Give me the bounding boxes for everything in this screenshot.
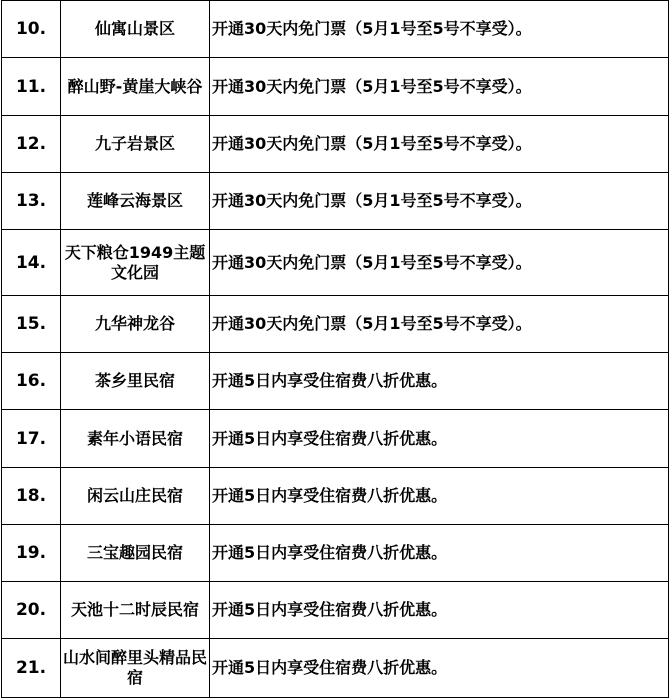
row-number: 20. xyxy=(2,582,61,639)
venue-name: 茶乡里民宿 xyxy=(61,353,210,410)
offer-description: 开通30天内免门票（5月1号至5号不享受）。 xyxy=(210,1,669,58)
venue-name: 仙寓山景区 xyxy=(61,1,210,58)
offer-description: 开通30天内免门票（5月1号至5号不享受）。 xyxy=(210,116,669,173)
row-number: 19. xyxy=(2,525,61,582)
row-number: 15. xyxy=(2,296,61,353)
offer-description: 开通5日内享受住宿费八折优惠。 xyxy=(210,639,669,698)
row-number: 17. xyxy=(2,410,61,468)
row-number: 11. xyxy=(2,58,61,116)
venue-name: 天下粮仓1949主题文化园 xyxy=(61,230,210,296)
venue-name: 闲云山庄民宿 xyxy=(61,468,210,525)
offer-description: 开通30天内免门票（5月1号至5号不享受）。 xyxy=(210,58,669,116)
table-row xyxy=(2,58,669,116)
venue-name: 素年小语民宿 xyxy=(61,410,210,468)
table-row xyxy=(2,230,669,296)
table-row xyxy=(2,296,669,353)
table-row xyxy=(2,410,669,468)
venue-name: 山水间醉里头精品民宿 xyxy=(61,639,210,698)
venue-name: 九子岩景区 xyxy=(61,116,210,173)
table-row xyxy=(2,353,669,410)
row-number: 16. xyxy=(2,353,61,410)
table-row xyxy=(2,173,669,230)
offer-description: 开通5日内享受住宿费八折优惠。 xyxy=(210,525,669,582)
table-row xyxy=(2,116,669,173)
row-number: 12. xyxy=(2,116,61,173)
offer-description: 开通5日内享受住宿费八折优惠。 xyxy=(210,353,669,410)
offer-description: 开通5日内享受住宿费八折优惠。 xyxy=(210,582,669,639)
offer-description: 开通5日内享受住宿费八折优惠。 xyxy=(210,468,669,525)
row-number: 21. xyxy=(2,639,61,698)
venue-name: 醉山野-黄崖大峡谷 xyxy=(61,58,210,116)
venue-name: 莲峰云海景区 xyxy=(61,173,210,230)
offer-description: 开通30天内免门票（5月1号至5号不享受）。 xyxy=(210,173,669,230)
table-row xyxy=(2,525,669,582)
table-row xyxy=(2,468,669,525)
discount-table xyxy=(1,0,669,698)
row-number: 18. xyxy=(2,468,61,525)
row-number: 10. xyxy=(2,1,61,58)
table-row xyxy=(2,1,669,58)
row-number: 13. xyxy=(2,173,61,230)
venue-name: 天池十二时辰民宿 xyxy=(61,582,210,639)
offer-description: 开通30天内免门票（5月1号至5号不享受）。 xyxy=(210,296,669,353)
venue-name: 三宝趣园民宿 xyxy=(61,525,210,582)
offer-description: 开通30天内免门票（5月1号至5号不享受）。 xyxy=(210,230,669,296)
offer-description: 开通5日内享受住宿费八折优惠。 xyxy=(210,410,669,468)
venue-name: 九华神龙谷 xyxy=(61,296,210,353)
row-number: 14. xyxy=(2,230,61,296)
table-row xyxy=(2,582,669,639)
table-row xyxy=(2,639,669,698)
